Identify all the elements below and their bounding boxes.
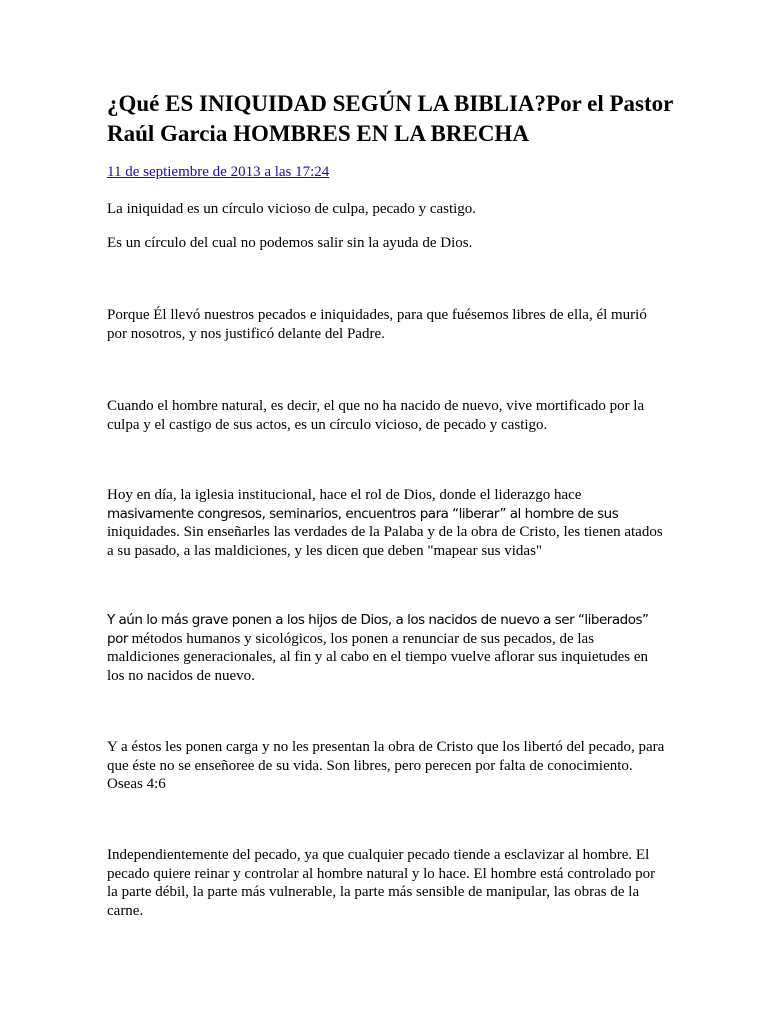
paragraph-5-part-2: masivamente congresos, seminarios, encuentros para “liberar” al hombre de sus	[107, 505, 619, 522]
paragraph-8: Independientemente del pecado, ya que cualquier pecado tiende a esclavizar al hombre. El pecado quiere reinar y controlar al hombre natural y lo hace. El hombre está controlado por la parte débil, la parte más vulnerable, la parte más sensible de manipular, las obras de la carne.	[107, 847, 656, 919]
paragraph-5-part-3: iniquidades. Sin enseñarles las verdades de la Palaba y de la obra de Cristo, les tienen atados a su pasado, a las maldiciones, y les dicen que deben "mapear sus vidas"	[107, 524, 663, 559]
document-title: ¿Qué ES INIQUIDAD SEGÚN LA BIBLIA?Por el Pastor Raúl Garcia HOMBRES EN LA BRECHA	[107, 91, 673, 146]
paragraph-5-part-1: Hoy en día, la iglesia institucional, hace el rol de Dios, donde el liderazgo hace	[107, 487, 582, 503]
paragraph-6	[107, 611, 667, 685]
paragraph-6-part-1: Y aún lo más grave ponen a los hijos de Dios, a los nacidos de nuevo a ser “liberados” por	[107, 612, 649, 647]
paragraph-5	[107, 486, 667, 560]
paragraph-7: Y a éstos les ponen carga y no les presentan la obra de Cristo que los libertó del pecado, para que éste no se enseñoree de su vida. Son libres, pero perecen por falta de conocimiento. Oseas 4:6	[107, 739, 665, 792]
paragraph-4: Cuando el hombre natural, es decir, el que no ha nacido de nuevo, vive mortificado por la culpa y el castigo de sus actos, es un círculo vicioso, de pecado y castigo.	[107, 398, 645, 433]
paragraph-6-part-2: métodos humanos y sicológicos, los ponen a renunciar de sus pecados, de las maldiciones generacionales, al fin y al cabo en el tiempo vuelve aflorar sus inquietudes en los no nacidos de nuevo.	[107, 630, 649, 684]
paragraph-1: La iniquidad es un círculo vicioso de culpa, pecado y castigo.	[107, 201, 477, 217]
paragraph-2: Es un círculo del cual no podemos salir sin la ayuda de Dios.	[107, 235, 473, 251]
date-link[interactable]: 11 de septiembre de 2013 a las 17:24	[107, 164, 330, 180]
paragraph-3: Porque Él llevó nuestros pecados e iniquidades, para que fuésemos libres de ella, él murió por nosotros, y nos justificó delante del Padre.	[107, 307, 647, 342]
